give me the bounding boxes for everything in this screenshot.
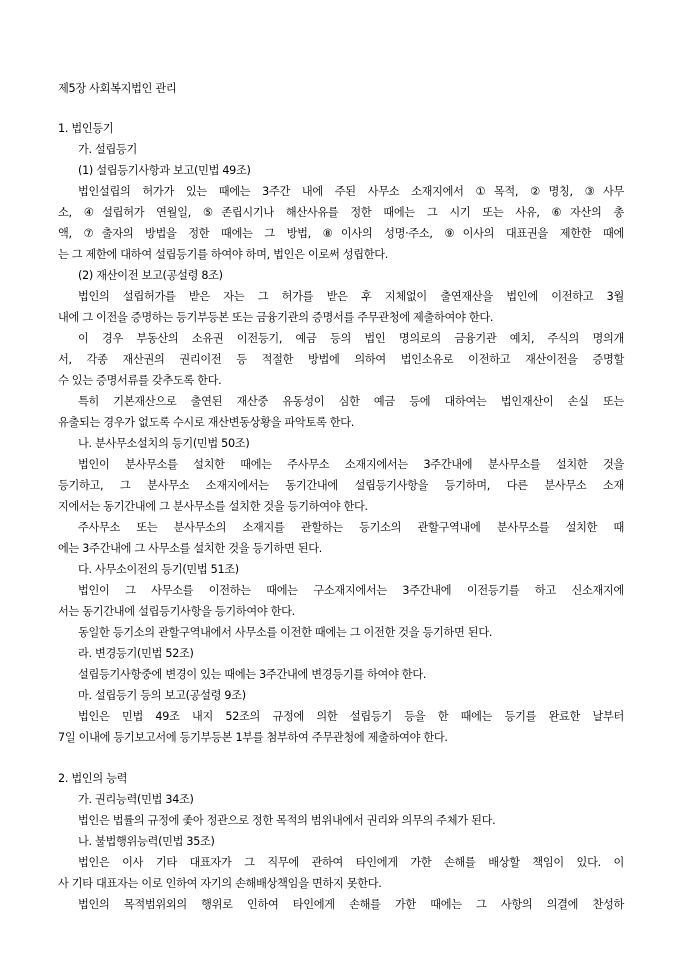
tort-capacity-line: 법인은 이사 기타 대표자가 그 직무에 관하여 타인에게 가한 손해를 배상할 책임이 있다. 이 [78, 856, 624, 869]
subsection-ra-heading: 라. 변경등기(민법 52조) [78, 647, 194, 660]
subsection-na-heading: 나. 분사무소설치의 등기(민법 50조) [78, 437, 250, 450]
office-relocation-line: 서는 동기간내에 설립등기사항을 등기하여야 한다. [58, 605, 295, 618]
branch-office-line: 지에서는 동기간내에 그 분사무소를 설치한 것을 등기하여야 한다. [58, 500, 368, 513]
paragraph-3-line: 서, 각종 재산권의 권리이전 등 적절한 방법에 의하여 법인소유로 이전하고 재산이전을 증명할 [58, 353, 624, 366]
office-relocation-line: 동일한 등기소의 관할구역내에서 사무소를 이전한 때에는 그 이전한 것을 등기하면 된다. [78, 626, 493, 639]
branch-office-line: 주사무소 또는 분사무소의 소재지를 관할하는 등기소의 관할구역내에 분사무소를 설치한 때 [78, 521, 624, 534]
office-relocation-line: 법인이 그 사무소를 이전하는 때에는 구소재지에서는 3주간내에 이전등기를 하고 신소재지에 [78, 584, 624, 597]
section-1-heading: 1. 법인등기 [58, 122, 114, 135]
chapter-title: 제5장 사회복지법인 관리 [58, 82, 177, 95]
subsection-na-heading: 나. 불법행위능력(민법 35조) [78, 835, 215, 848]
tort-capacity-line: 법인의 목적범위외의 행위로 인하여 타인에게 손해를 가한 때에는 그 사항의 의결에 찬성하 [78, 898, 624, 911]
branch-office-line: 등기하고, 그 분사무소 소재지에서는 동기간내에 설립등기사항을 등기하며, 다른 분사무소 소재 [58, 479, 624, 492]
subsection-da-heading: 다. 사무소이전의 등기(민법 51조) [78, 563, 239, 576]
section-2-heading: 2. 법인의 능력 [58, 772, 128, 785]
paragraph-2-heading: (2) 재산이전 보고(공설령 8조) [78, 269, 223, 282]
subsection-ga-heading: 가. 권리능력(민법 34조) [78, 793, 194, 806]
branch-office-line: 에는 3주간내에 그 사무소를 설치한 것을 등기하면 된다. [58, 542, 323, 555]
branch-office-line: 법인이 분사무소를 설치한 때에는 주사무소 소재지에서는 3주간내에 분사무소를 설치한 것을 [78, 458, 624, 471]
registration-report-line: 법인은 민법 49조 내지 52조의 규정에 의한 설립등기 등을 한 때에는 등기를 완료한 날부터 [78, 710, 624, 723]
paragraph-2-line: 법인의 설립허가를 받은 자는 그 허가를 받은 후 지체없이 출연재산을 법인에 이전하고 3월 [78, 290, 624, 303]
subsection-ma-heading: 마. 설립등기 등의 보고(공설령 9조) [78, 689, 246, 702]
tort-capacity-line: 사 기타 대표자는 이로 인하여 자기의 손해배상책임을 면하지 못한다. [58, 877, 382, 890]
registration-report-line: 7일 이내에 등기보고서에 등기부등본 1부를 첨부하여 주무관청에 제출하여야 한다. [58, 731, 448, 744]
change-registration-line: 설립등기사항중에 변경이 있는 때에는 3주간내에 변경등기를 하여야 한다. [78, 668, 427, 681]
paragraph-1-line: 는 그 제한에 대하여 설립등기를 하여야 하며, 법인은 이로써 성립한다. [58, 248, 389, 261]
paragraph-3-line: 수 있는 증명서류를 갖추도록 한다. [58, 374, 222, 387]
paragraph-2-line: 내에 그 이전을 증명하는 등기부등본 또는 금융기관의 증명서를 주무관청에 제출하여야 한다. [58, 311, 494, 324]
paragraph-1-heading: (1) 설립등기사항과 보고(민법 49조) [78, 164, 251, 177]
paragraph-1-line: 법인설립의 허가가 있는 때에는 3주간 내에 주된 사무소 소재지에서 ①목적, ②명칭, ③사무 [78, 185, 624, 198]
paragraph-4-line: 특히 기본재산으로 출연된 재산중 유동성이 심한 예금 등에 대하여는 법인재산이 손실 또는 [78, 395, 624, 408]
subsection-ga-heading: 가. 설립등기 [78, 143, 138, 156]
legal-capacity-line: 법인은 법률의 규정에 좇아 정관으로 정한 목적의 범위내에서 권리와 의무의 주체가 된다. [78, 814, 496, 827]
paragraph-4-line: 유출되는 경우가 없도록 수시로 재산변동상황을 파악토록 한다. [58, 416, 354, 429]
paragraph-1-line: 액, ⑦출자의 방법을 정한 때에는 그 방법, ⑧이사의 성명·주소, ⑨이사의 대표권을 제한한 때에 [58, 227, 624, 240]
paragraph-3-line: 이 경우 부동산의 소유권 이전등기, 예금 등의 법인 명의로의 금융기관 예치, 주식의 명의개 [78, 332, 624, 345]
paragraph-1-line: 소, ④설립허가 연월일, ⑤존립시기나 해산사유를 정한 때에는 그 시기 또는 사유, ⑥자산의 총 [58, 206, 624, 219]
